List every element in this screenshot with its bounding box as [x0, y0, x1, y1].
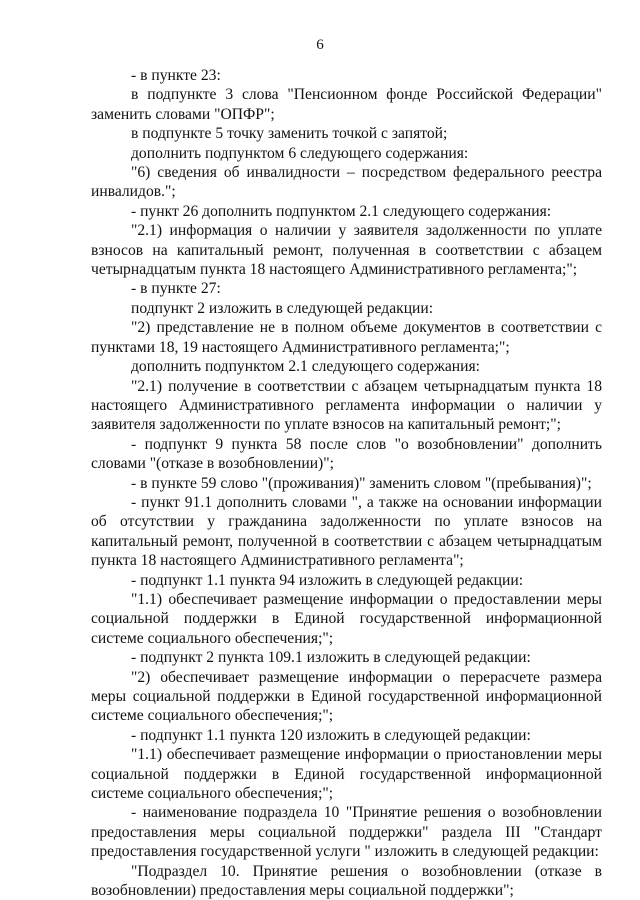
- paragraph: "2) представление не в полном объеме документов в соответствии с пунктами 18, 19 настоящего Административного регламента;";: [91, 319, 602, 356]
- paragraph: "2) обеспечивает размещение информации о перерасчете размера меры социальной поддержки в Единой государственной информационной системе социального обеспечения;";: [91, 668, 602, 725]
- paragraph: - в пункте 23:: [131, 67, 221, 84]
- paragraph: "2.1) получение в соответствии с абзацем четырнадцатым пункта 18 настоящего Административного регламента информации о наличии у заявителя задолженности по уплате взносов на капитальный ремонт;";: [91, 377, 602, 434]
- document-body: [91, 66, 602, 900]
- paragraph: "6) сведения об инвалидности – посредством федерального реестра инвалидов.";: [91, 164, 602, 201]
- paragraph: - подпункт 9 пункта 58 после слов "о возобновлении" дополнить словами "(отказе в возобновлении)";: [91, 435, 602, 473]
- paragraph: в подпункте 3 слова "Пенсионном фонде Российской Федерации" заменить словами "ОПФР";: [91, 86, 602, 123]
- paragraph: дополнить подпунктом 6 следующего содержания:: [131, 144, 469, 162]
- paragraph: "1.1) обеспечивает размещение информации о предоставлении меры социальной поддержки в Единой государственной информационной системе социального обеспечения;";: [91, 590, 602, 647]
- paragraph: - пункт 26 дополнить подпунктом 2.1 следующего содержания:: [131, 202, 552, 220]
- paragraph: - в пункте 59 слово "(проживания)" заменить словом "(пребывания)";: [131, 474, 592, 492]
- paragraph: - в пункте 27:: [131, 280, 221, 298]
- paragraph: дополнить подпунктом 2.1 следующего содержания:: [131, 358, 480, 376]
- paragraph: "1.1) обеспечивает размещение информации о приостановлении меры социальной поддержки в Единой государственной информационной системе социального обеспечения;";: [91, 746, 602, 803]
- paragraph: - наименование подраздела 10 "Принятие решения о возобновлении предоставления меры социальной поддержки" раздела III "Стандарт предоставления государственной услуги " изложить в следующей редакции:: [91, 804, 602, 861]
- paragraph: "2.1) информация о наличии у заявителя задолженности по уплате взносов на капитальный ремонт, полученная в соответствии с абзацем четырнадцатым пункта 18 настоящего Административного регламента;";: [91, 222, 602, 279]
- paragraph: - подпункт 1.1 пункта 94 изложить в следующей редакции:: [131, 571, 524, 589]
- paragraph: в подпункте 5 точку заменить точкой с запятой;: [131, 125, 448, 143]
- paragraph: - подпункт 2 пункта 109.1 изложить в следующей редакции:: [131, 649, 531, 667]
- paragraph: - пункт 91.1 дополнить словами ", а также на основании информации об отсутствии у гражданина задолженности по уплате взносов на капитальный ремонт, полученной в соответствии с абзацем четырнадцатым пункта 18 настоящего Административного регламента";: [91, 493, 602, 570]
- page-number: 6: [316, 37, 324, 53]
- paragraph: подпункт 2 изложить в следующей редакции:: [131, 299, 434, 317]
- paragraph: - подпункт 1.1 пункта 120 изложить в следующей редакции:: [131, 726, 531, 744]
- paragraph: "Подраздел 10. Принятие решения о возобновлении (отказе в возобновлении) предоставления меры социальной поддержки";: [91, 862, 602, 900]
